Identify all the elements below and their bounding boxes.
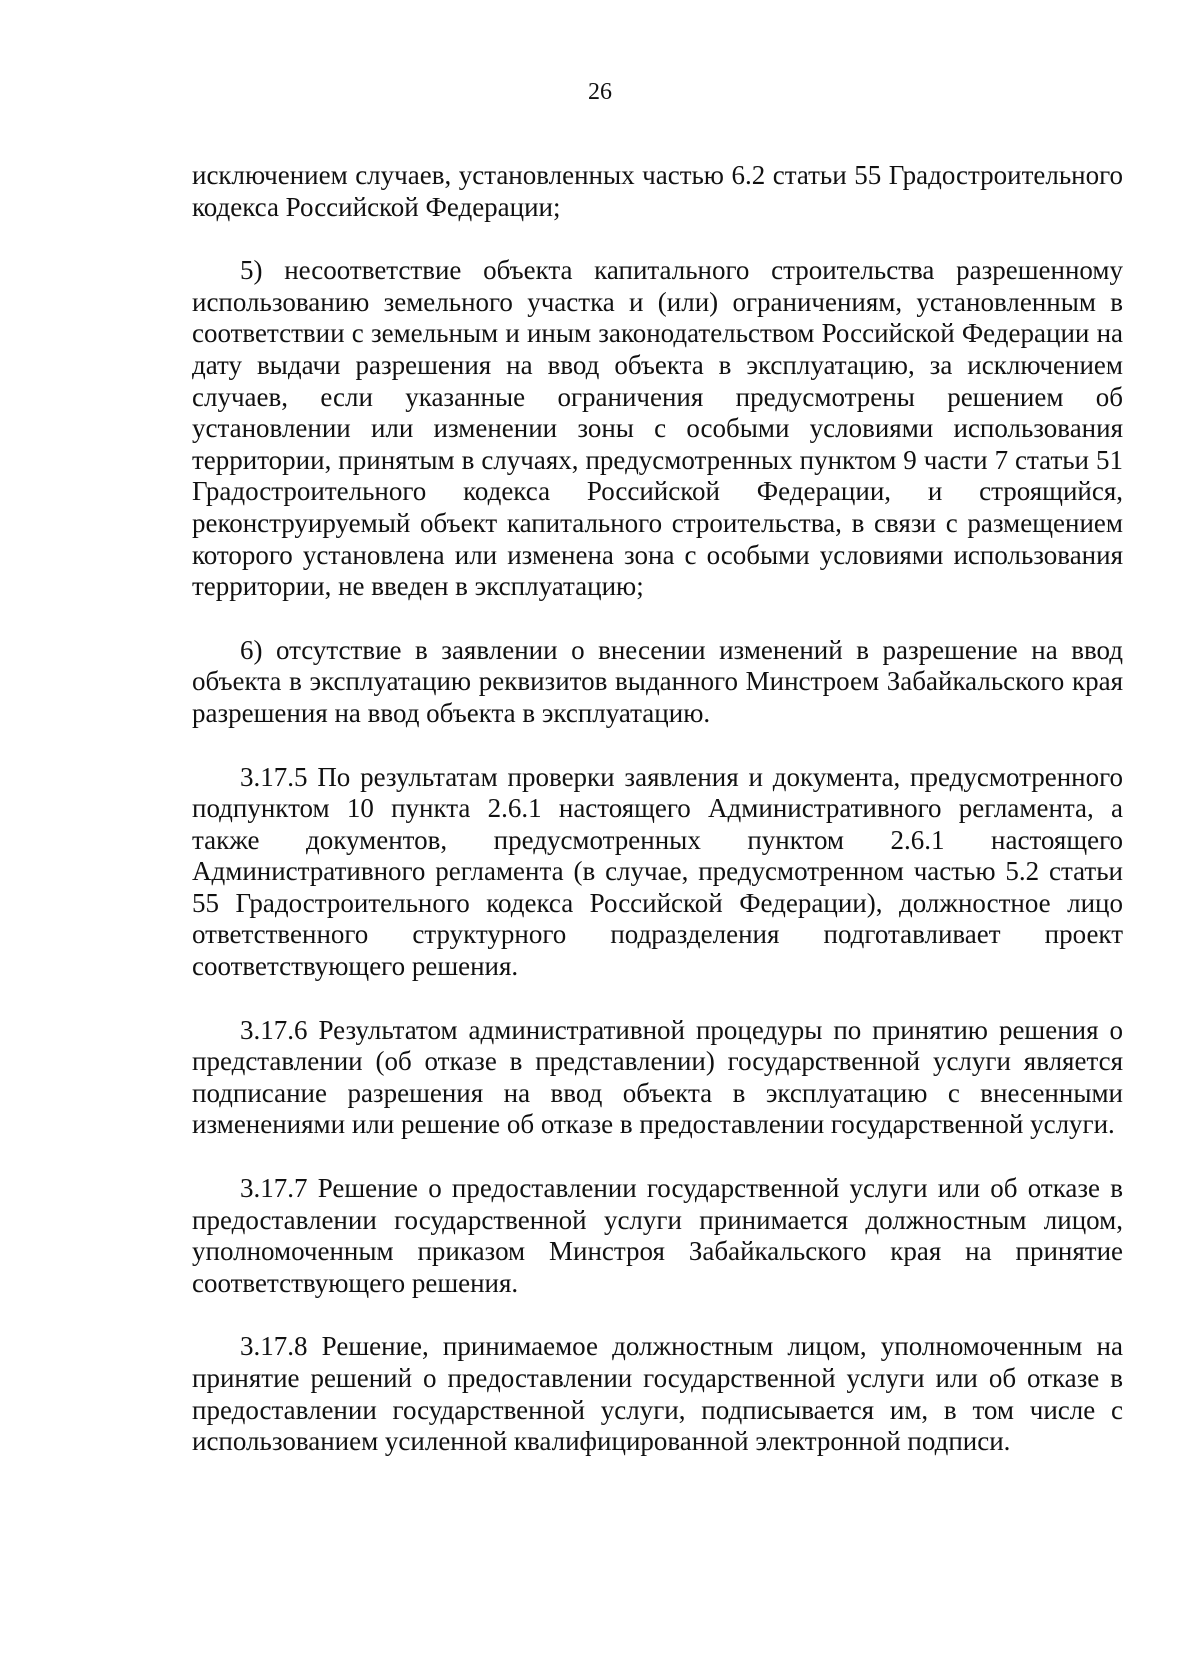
document-body xyxy=(192,160,1123,1458)
paragraph-3-17-6: 3.17.6 Результатом административной процедуры по принятию решения о представлении (об отказе в представлении) государственной услуги является подписание разрешения на ввод объекта в эксплуатацию с внесенными изменениями или решение об отказе в предоставлении государственной услуги. xyxy=(192,1014,1123,1140)
paragraph-3-17-5: 3.17.5 По результатам проверки заявления и документа, предусмотренного подпунктом 10 пункта 2.6.1 настоящего Административного регламента, а также документов, предусмотренных пунктом 2.6.1 настоящего Административного регламента (в случае, предусмотренном частью 5.2 статьи 55 Градостроительного кодекса Российской Федерации), должностное лицо ответственного структурного подразделения подготавливает проект соответствующего решения. xyxy=(192,761,1123,982)
paragraph-item-5: 5) несоответствие объекта капитального строительства разрешенному использованию земельного участка и (или) ограничениям, установленным в соответствии с земельным и иным законодательством Российской Федерации на дату выдачи разрешения на ввод объекта в эксплуатацию, за исключением случаев, если указанные ограничения предусмотрены решением об установлении или изменении зоны с особыми условиями использования территории, принятым в случаях, предусмотренных пунктом 9 части 7 статьи 51 Градостроительного кодекса Российской Федерации, и строящийся, реконструируемый объект капитального строительства, в связи с размещением которого установлена или изменена зона с особыми условиями использования территории, не введен в эксплуатацию; xyxy=(192,255,1123,602)
paragraph-item-6: 6) отсутствие в заявлении о внесении изменений в разрешение на ввод объекта в эксплуатацию реквизитов выданного Минстроем Забайкальского края разрешения на ввод объекта в эксплуатацию. xyxy=(192,634,1123,728)
paragraph-continuation: исключением случаев, установленных частью 6.2 статьи 55 Градостроительного кодекса Российской Федерации; xyxy=(192,160,1123,222)
page-number: 26 xyxy=(588,79,612,105)
paragraph-3-17-7: 3.17.7 Решение о предоставлении государственной услуги или об отказе в предоставлении государственной услуги принимается должностным лицом, уполномоченным приказом Минстроя Забайкальского края на принятие соответствующего решения. xyxy=(192,1173,1123,1298)
paragraph-3-17-8: 3.17.8 Решение, принимаемое должностным лицом, уполномоченным на принятие решений о предоставлении государственной услуги или об отказе в предоставлении государственной услуги, подписывается им, в том числе с использованием усиленной квалифицированной электронной подписи. xyxy=(192,1331,1123,1457)
